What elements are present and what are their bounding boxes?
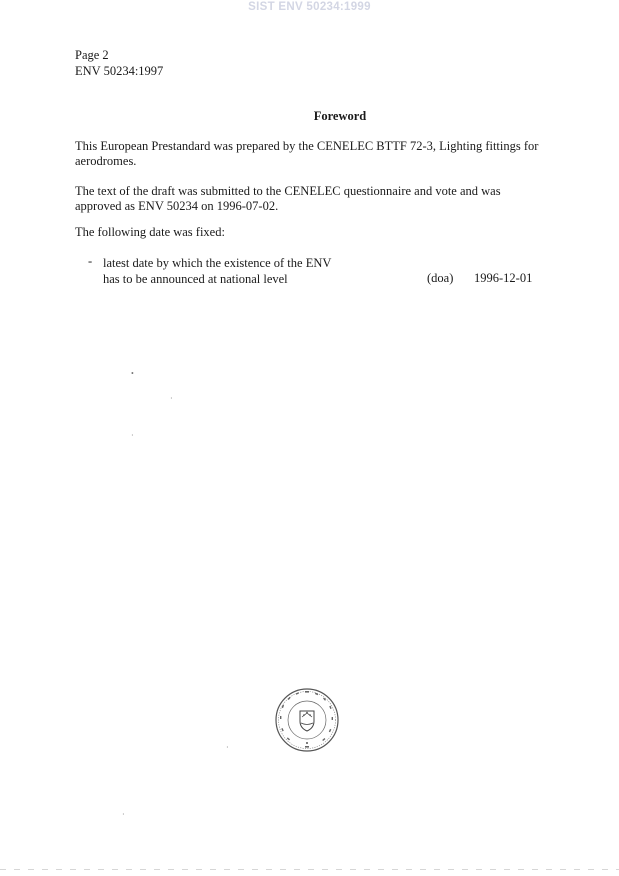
scan-bottom-edge [0, 869, 619, 870]
scan-speck: • [131, 369, 134, 378]
scan-speck: · [170, 394, 173, 403]
foreword-paragraph-1: This European Prestandard was prepared by the CENELEC BTTF 72-3, Lighting fittings for aerodromes. [75, 139, 539, 168]
foreword-paragraph-2: The text of the draft was submitted to the CENELEC questionnaire and vote and was approved as ENV 50234 on 1996-07-02. [75, 184, 501, 213]
foreword-heading: Foreword [313, 109, 367, 123]
standard-number: ENV 50234:1997 [75, 64, 164, 78]
scan-speck: · [122, 810, 125, 819]
bullet-line-1: latest date by which the existence of the ENV [103, 256, 332, 270]
scan-speck: · [131, 431, 134, 440]
foreword-paragraph-3: The following date was fixed: [75, 225, 225, 239]
doa-code: (doa) [427, 271, 454, 285]
page-number: Page 2 [75, 48, 109, 62]
scan-speck: · [226, 743, 229, 752]
bullet-dash: - [88, 254, 93, 268]
official-seal-icon [274, 687, 340, 753]
doa-date: 1996-12-01 [474, 271, 533, 285]
watermark: SIST ENV 50234:1999 [248, 1, 371, 13]
bullet-line-2: has to be announced at national level [103, 272, 288, 286]
